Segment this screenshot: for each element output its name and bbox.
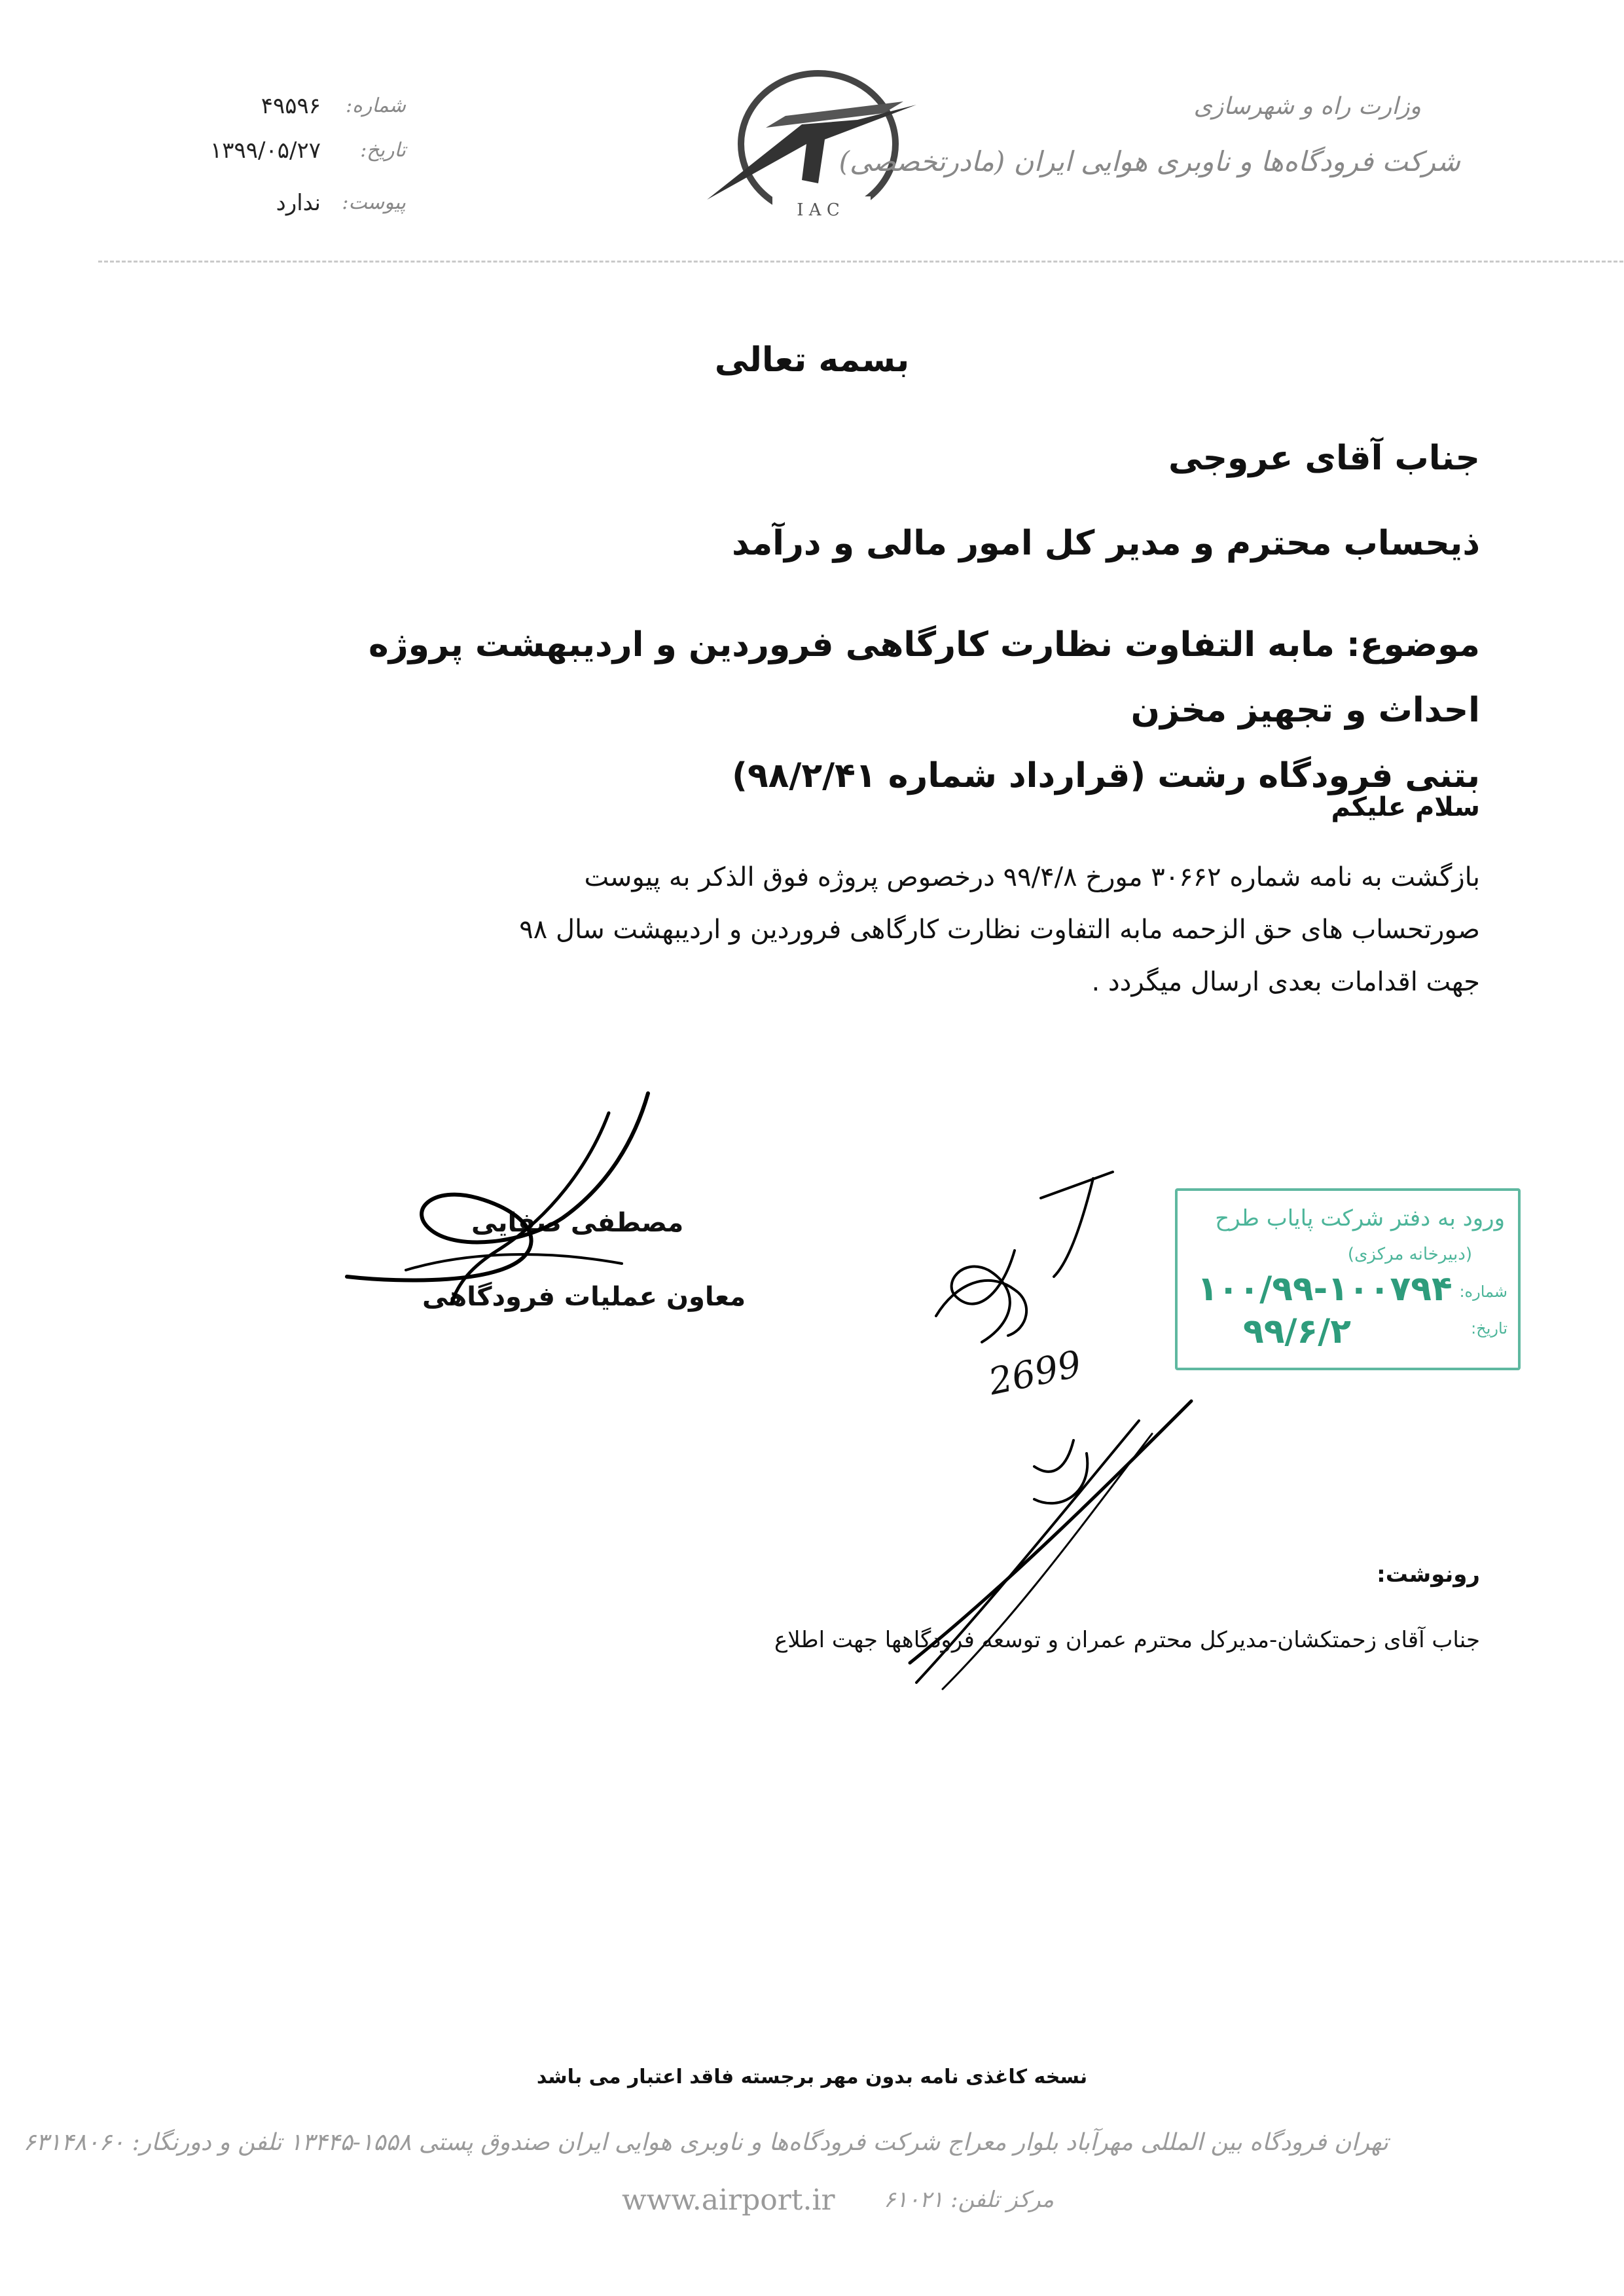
footer-phone: مرکز تلفن: ۶۱۰۲۱ xyxy=(884,2187,1055,2213)
handwritten-signature xyxy=(327,1087,694,1336)
letter-number-row xyxy=(170,93,419,130)
bismillah-heading: بسمه تعالی xyxy=(714,340,910,380)
letter-attachment: ندارد xyxy=(276,190,321,216)
body-line-1: بازگشت به نامه شماره ۳۰۶۶۲ مورخ ۹۹/۴/۸ درخصوص پروژه فوق الذکر به پیوست xyxy=(584,862,1480,892)
subject-line-1: موضوع: مابه التفاوت نظارت کارگاهی فروردین و اردیبهشت پروژه احداث و تجهیز مخزن xyxy=(369,625,1480,730)
handwritten-note xyxy=(897,1152,1172,1375)
recipient-title: ذیحساب محترم و مدیر کل امور مالی و درآمد xyxy=(731,524,1480,563)
validity-note: نسخه کاغذی نامه بدون مهر برجسته فاقد اعتبار می باشد xyxy=(536,2066,1088,2088)
letter-attachment-label: پیوست: xyxy=(342,191,406,214)
signer-position: معاون عملیات فرودگاهی xyxy=(422,1282,746,1312)
letter-subject xyxy=(289,612,1480,809)
subject-line-2: بتنی فرودگاه رشت (قرارداد شماره ۹۸/۲/۴۱) xyxy=(732,756,1480,795)
letter-attachment-row xyxy=(170,190,419,227)
company-name: شرکت فرودگاه‌ها و ناوبری هوایی ایران (مادرتخصصی) xyxy=(839,145,1460,177)
body-line-3: جهت اقدامات بعدی ارسال میگردد . xyxy=(1091,967,1480,997)
footer-website: www.airport.ir xyxy=(622,2183,835,2217)
stamp-date-label: تاریخ: xyxy=(1471,1319,1507,1338)
stamp-number: ۱۰۰/۹۹-۱۰۰۷۹۴ xyxy=(1197,1269,1453,1309)
letter-date-label: تاریخ: xyxy=(360,139,406,162)
footer-address: تهران فرودگاه بین المللی مهرآباد بلوار معراج شرکت فرودگاه‌ها و ناوبری هوایی ایران صندوق پستی ۱۵۵۸-۱۳۴۴۵ تلفن و دورنگار: ۶۳۱۴۸۰۶۰ xyxy=(23,2129,1388,2156)
handwritten-note-number: 2699 xyxy=(984,1342,1085,1404)
body-line-2: صورتحساب های حق الزحمه مابه التفاوت نظارت کارگاهی فروردین و اردیبهشت سال ۹۸ xyxy=(519,915,1480,945)
logo-text: I A C xyxy=(797,200,840,220)
handwritten-strokes xyxy=(838,1388,1204,1702)
stamp-subtitle: (دبیرخانه مرکزی) xyxy=(1347,1245,1472,1264)
greeting: سلام علیکم xyxy=(1331,792,1480,822)
letter-number: ۴۹۵۹۶ xyxy=(261,93,321,119)
letter-date: ۱۳۹۹/۰۵/۲۷ xyxy=(209,137,321,164)
header-divider xyxy=(98,261,1623,263)
stamp-number-label: شماره: xyxy=(1459,1283,1507,1301)
cc-recipient: جناب آقای زحمتکشان-مدیرکل محترم عمران و توسعه فرودگاهها جهت اطلاع xyxy=(774,1627,1480,1653)
letter-body xyxy=(328,851,1480,1008)
letter-date-row xyxy=(170,137,419,174)
ministry-name: وزارت راه و شهرسازی xyxy=(1193,93,1421,120)
cc-label: رونوشت: xyxy=(1377,1561,1480,1588)
recipient-name: جناب آقای عروجی xyxy=(1168,439,1480,478)
letter-number-label: شماره: xyxy=(346,94,406,117)
stamp-title: ورود به دفتر شرکت پایاب طرح xyxy=(1215,1205,1505,1231)
stamp-date: ۹۹/۶/۲ xyxy=(1243,1312,1351,1351)
received-stamp xyxy=(1175,1188,1521,1370)
signer-name: مصطفی صفایی xyxy=(471,1208,684,1238)
